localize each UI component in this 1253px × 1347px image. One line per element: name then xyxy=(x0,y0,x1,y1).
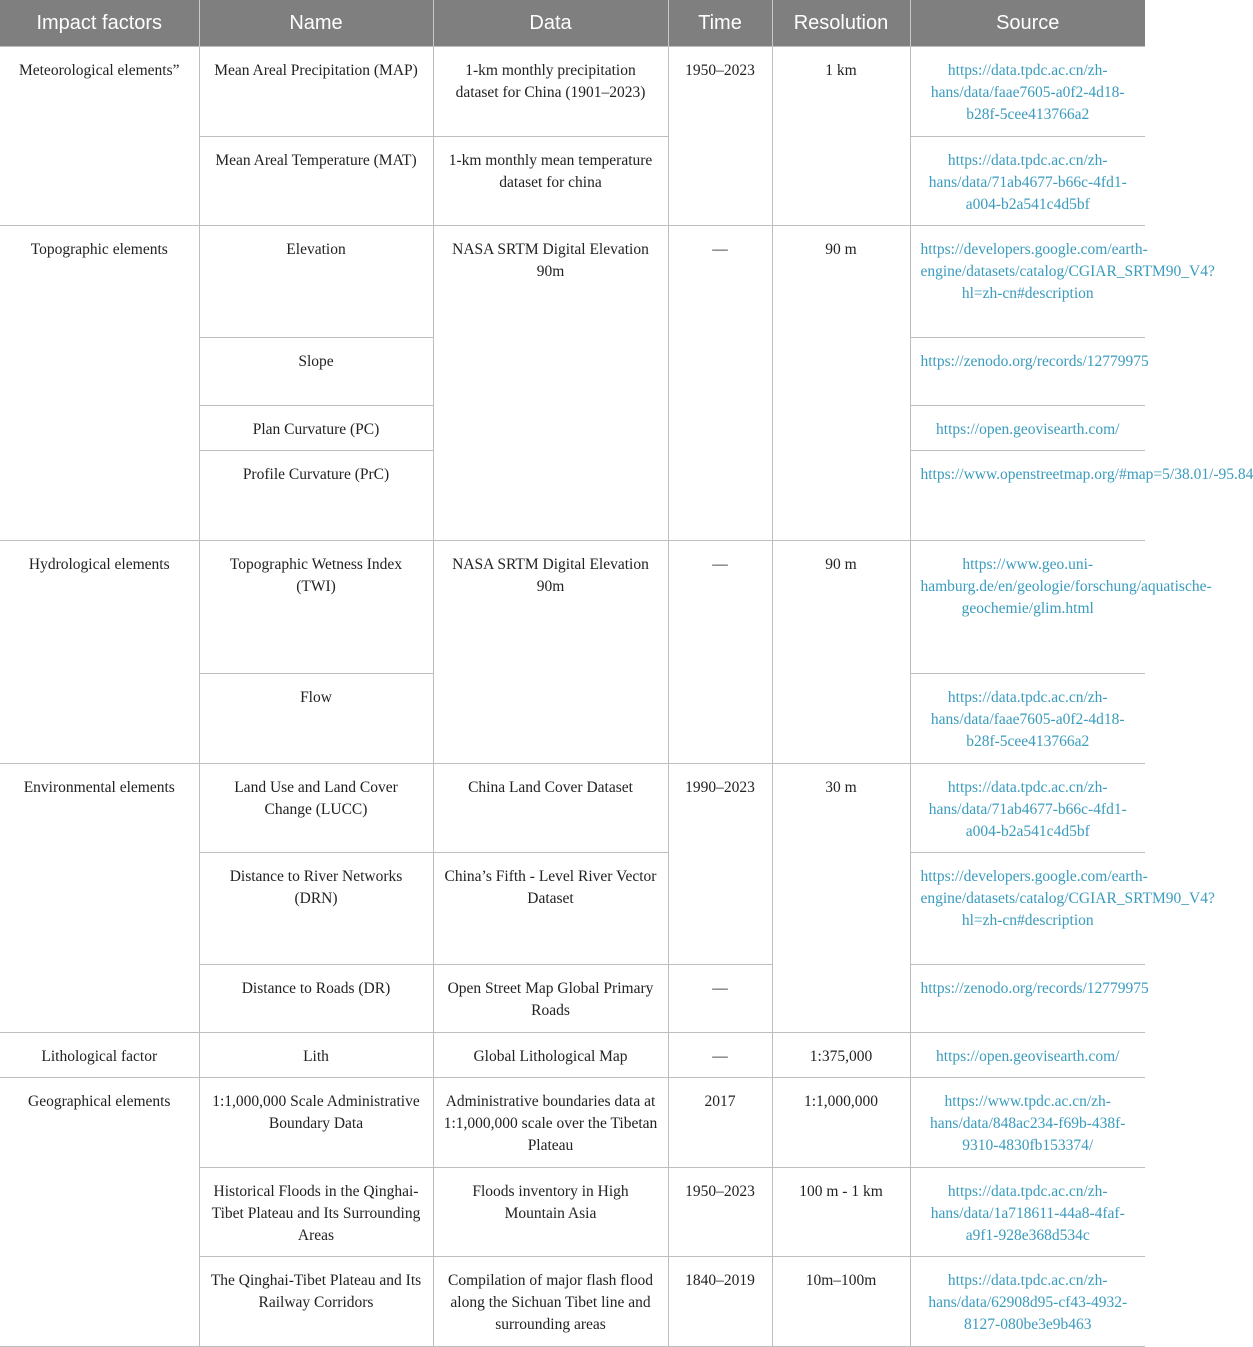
data-cell: Open Street Map Global Primary Roads xyxy=(433,965,668,1033)
table-row xyxy=(0,226,1145,338)
table-row xyxy=(0,764,1145,853)
table-row xyxy=(0,47,1145,137)
resolution-cell: 30 m xyxy=(772,764,910,1033)
name-cell: Mean Areal Precipitation (MAP) xyxy=(199,47,433,137)
name-cell: Mean Areal Temperature (MAT) xyxy=(199,137,433,226)
resolution-cell: 90 m xyxy=(772,541,910,764)
data-cell: Floods inventory in High Mountain Asia xyxy=(433,1168,668,1257)
data-cell: China’s Fifth - Level River Vector Dataset xyxy=(433,853,668,965)
source-link[interactable]: https://www.openstreetmap.org/#map=5/38.01/-95.84 xyxy=(910,451,1145,541)
source-link[interactable]: https://data.tpdc.ac.cn/zh-hans/data/1a718611-44a8-4faf-a9f1-928e368d534c xyxy=(910,1168,1145,1257)
table-row xyxy=(0,1078,1145,1168)
time-cell: — xyxy=(668,965,772,1033)
name-cell: Plan Curvature (PC) xyxy=(199,406,433,451)
source-link[interactable]: https://data.tpdc.ac.cn/zh-hans/data/71ab4677-b66c-4fd1-a004-b2a541c4d5bf xyxy=(910,137,1145,226)
time-cell: — xyxy=(668,226,772,541)
header-resolution: Resolution xyxy=(772,0,910,47)
category-cell: Meteorological elements” xyxy=(0,47,199,226)
time-cell: 1990–2023 xyxy=(668,764,772,965)
source-link[interactable]: https://developers.google.com/earth-engine/datasets/catalog/CGIAR_SRTM90_V4?hl=zh-cn#description xyxy=(910,226,1145,338)
time-cell: 2017 xyxy=(668,1078,772,1168)
source-link[interactable]: https://data.tpdc.ac.cn/zh-hans/data/faae7605-a0f2-4d18-b28f-5cee413766a2 xyxy=(910,47,1145,137)
data-cell: Compilation of major flash flood along the Sichuan Tibet line and surrounding areas xyxy=(433,1257,668,1347)
category-cell: Environmental elements xyxy=(0,764,199,1033)
category-cell: Lithological factor xyxy=(0,1033,199,1078)
source-link[interactable]: https://zenodo.org/records/12779975 xyxy=(910,338,1145,406)
data-cell: NASA SRTM Digital Elevation 90m xyxy=(433,541,668,764)
name-cell: Lith xyxy=(199,1033,433,1078)
data-cell: 1-km monthly precipitation dataset for China (1901–2023) xyxy=(433,47,668,137)
header-row xyxy=(0,0,1145,47)
time-cell: 1950–2023 xyxy=(668,47,772,226)
name-cell: Slope xyxy=(199,338,433,406)
resolution-cell: 100 m - 1 km xyxy=(772,1168,910,1257)
name-cell: Land Use and Land Cover Change (LUCC) xyxy=(199,764,433,853)
category-cell: Topographic elements xyxy=(0,226,199,541)
category-cell: Geographical elements xyxy=(0,1078,199,1347)
name-cell: Topographic Wetness Index (TWI) xyxy=(199,541,433,674)
name-cell: The Qinghai-Tibet Plateau and Its Railway Corridors xyxy=(199,1257,433,1347)
source-link[interactable]: https://data.tpdc.ac.cn/zh-hans/data/faae7605-a0f2-4d18-b28f-5cee413766a2 xyxy=(910,674,1145,764)
source-link[interactable]: https://www.geo.uni-hamburg.de/en/geologie/forschung/aquatische-geochemie/glim.html xyxy=(910,541,1145,674)
data-cell: China Land Cover Dataset xyxy=(433,764,668,853)
name-cell: Flow xyxy=(199,674,433,764)
table-row xyxy=(0,541,1145,674)
name-cell: Elevation xyxy=(199,226,433,338)
data-cell: Global Lithological Map xyxy=(433,1033,668,1078)
source-link[interactable]: https://data.tpdc.ac.cn/zh-hans/data/62908d95-cf43-4932-8127-080be3e9b463 xyxy=(910,1257,1145,1347)
source-link[interactable]: https://open.geovisearth.com/ xyxy=(910,1033,1145,1078)
header-name: Name xyxy=(199,0,433,47)
table-row xyxy=(0,1033,1145,1078)
resolution-cell: 1 km xyxy=(772,47,910,226)
source-link[interactable]: https://developers.google.com/earth-engine/datasets/catalog/CGIAR_SRTM90_V4?hl=zh-cn#description xyxy=(910,853,1145,965)
data-cell: NASA SRTM Digital Elevation 90m xyxy=(433,226,668,541)
source-link[interactable]: https://www.tpdc.ac.cn/zh-hans/data/848ac234-f69b-438f-9310-4830fb153374/ xyxy=(910,1078,1145,1168)
time-cell: — xyxy=(668,1033,772,1078)
data-cell: 1-km monthly mean temperature dataset for china xyxy=(433,137,668,226)
source-link[interactable]: https://data.tpdc.ac.cn/zh-hans/data/71ab4677-b66c-4fd1-a004-b2a541c4d5bf xyxy=(910,764,1145,853)
header-data: Data xyxy=(433,0,668,47)
resolution-cell: 90 m xyxy=(772,226,910,541)
resolution-cell: 1:375,000 xyxy=(772,1033,910,1078)
name-cell: Historical Floods in the Qinghai-Tibet Plateau and Its Surrounding Areas xyxy=(199,1168,433,1257)
header-impact-factors: Impact factors xyxy=(0,0,199,47)
time-cell: 1840–2019 xyxy=(668,1257,772,1347)
header-source: Source xyxy=(910,0,1145,47)
source-link[interactable]: https://zenodo.org/records/12779975 xyxy=(910,965,1145,1033)
time-cell: — xyxy=(668,541,772,764)
name-cell: Distance to River Networks (DRN) xyxy=(199,853,433,965)
header-time: Time xyxy=(668,0,772,47)
data-cell: Administrative boundaries data at 1:1,000,000 scale over the Tibetan Plateau xyxy=(433,1078,668,1168)
name-cell: 1:1,000,000 Scale Administrative Boundary Data xyxy=(199,1078,433,1168)
resolution-cell: 1:1,000,000 xyxy=(772,1078,910,1168)
source-link[interactable]: https://open.geovisearth.com/ xyxy=(910,406,1145,451)
category-cell: Hydrological elements xyxy=(0,541,199,764)
resolution-cell: 10m–100m xyxy=(772,1257,910,1347)
time-cell: 1950–2023 xyxy=(668,1168,772,1257)
name-cell: Distance to Roads (DR) xyxy=(199,965,433,1033)
name-cell: Profile Curvature (PrC) xyxy=(199,451,433,541)
